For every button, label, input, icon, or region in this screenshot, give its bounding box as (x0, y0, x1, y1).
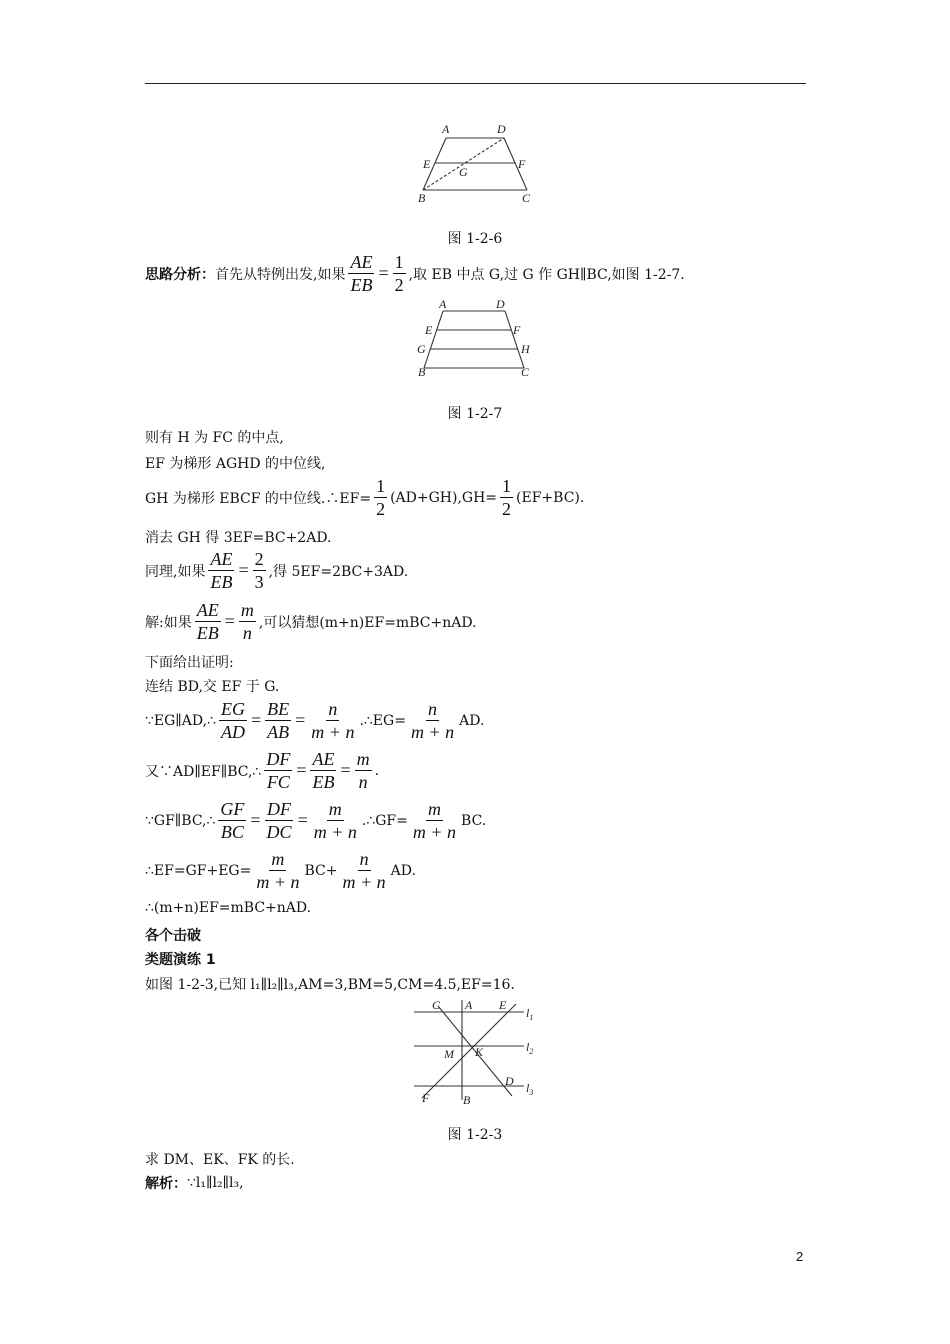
text-line: 解:如果 $\frac{AE}{EB}$ = $\frac{m}{n}$ ,可以猜想(m+n)EF=mBC+nAD. (145, 600, 477, 643)
label-H: H (521, 342, 530, 356)
label-D: D (497, 122, 506, 136)
label-F: F (422, 1091, 430, 1105)
page-number: 2 (796, 1249, 804, 1264)
fraction: $\frac{n}{m + n}$ (342, 849, 386, 892)
label-l2: $l_2$ (526, 1040, 534, 1056)
fraction: $\frac{m}{m + n}$ (256, 849, 300, 892)
label-G: G (459, 165, 468, 179)
figure-caption: 图 1-2-7 (447, 406, 503, 422)
label-l1: $l_1$ (526, 1006, 534, 1022)
fraction: $\frac{2}{3}$ (254, 549, 264, 592)
fraction: $\frac{AE}{EB}$ (350, 252, 373, 295)
fraction: $\frac{DF}{FC}$ (266, 749, 291, 792)
label-E: E (423, 157, 431, 171)
label-F: F (513, 323, 521, 337)
label-C: C (432, 998, 441, 1012)
text-line: 求 DM、EK、FK 的长. (145, 1152, 295, 1168)
label-K: K (475, 1045, 484, 1059)
label-B: B (463, 1093, 471, 1107)
figure-1-2-3 (408, 996, 548, 1108)
label-A: A (465, 998, 473, 1012)
text-line: 又∵AD∥EF∥BC,∴ $\frac{DF}{FC}$ = $\frac{AE}{EB}$ = $\frac{m}{n}$ . (145, 749, 380, 792)
label-A: A (439, 297, 447, 311)
figure-1-2-7 (410, 296, 540, 384)
label-B: B (418, 191, 426, 205)
label-D: D (505, 1074, 514, 1088)
section-heading: 各个击破 (145, 928, 201, 944)
fraction: $\frac{n}{m + n}$ (311, 699, 355, 742)
fraction: $\frac{1}{2}$ (376, 476, 386, 519)
text-line: 则有 H 为 FC 的中点, (145, 430, 284, 446)
fraction: $\frac{AE}{EB}$ (196, 600, 219, 643)
text-line: ∴EF=GF+EG= $\frac{m}{m + n}$ BC+ $\frac{n}{m + n}$ AD. (145, 849, 416, 892)
text-line: 下面给出证明: (145, 655, 234, 671)
label-B: B (418, 365, 426, 379)
label-C: C (522, 191, 531, 205)
label-l3: $l_3$ (526, 1081, 534, 1097)
label-E: E (425, 323, 433, 337)
fraction: $\frac{1}{2}$ (502, 476, 512, 519)
text-line: 解析： ∵l₁∥l₂∥l₃, (145, 1175, 244, 1192)
fraction: $\frac{DF}{DC}$ (266, 799, 292, 842)
figure-caption: 图 1-2-6 (447, 231, 503, 247)
figure-1-2-6 (410, 118, 540, 210)
fraction: $\frac{m}{m + n}$ (412, 799, 457, 842)
fraction: $\frac{AE}{EB}$ (210, 549, 233, 592)
label-A: A (442, 122, 450, 136)
analysis-heading: 思路分析： (145, 266, 215, 283)
fraction: $\frac{m}{m + n}$ (313, 799, 357, 842)
label-D: D (496, 297, 505, 311)
fraction: $\frac{AE}{EB}$ (312, 749, 335, 792)
fraction: $\frac{m}{n}$ (356, 749, 370, 792)
fraction: $\frac{m}{n}$ (240, 600, 254, 643)
text-line: 连结 BD,交 EF 于 G. (145, 679, 280, 695)
fraction: $\frac{1}{2}$ (394, 252, 404, 295)
label-G: G (417, 342, 426, 356)
text-line: ∴(m+n)EF=mBC+nAD. (145, 900, 312, 916)
fraction: $\frac{EG}{AD}$ (220, 699, 245, 742)
figure-caption: 图 1-2-3 (447, 1127, 503, 1143)
text: ,取 EB 中点 G,过 G 作 GH∥BC,如图 1-2-7. (408, 266, 685, 283)
text: 首先从特例出发,如果 (215, 266, 346, 283)
text-line: 同理,如果 $\frac{AE}{EB}$ = $\frac{2}{3}$ ,得 5EF=2BC+3AD. (145, 549, 409, 592)
fraction: $\frac{BE}{AB}$ (267, 699, 290, 742)
analysis-line: 思路分析： 首先从特例出发,如果 $\frac{AE}{EB}$ = $\frac{1}{2}$ ,取 EB 中点 G,过 G 作 GH∥BC,如图 1-2-7. (145, 252, 685, 295)
label-M: M (444, 1047, 454, 1061)
text-line: 如图 1-2-3,已知 l₁∥l₂∥l₃,AM=3,BM=5,CM=4.5,EF=16. (145, 977, 515, 993)
text-line: ∵EG∥AD,∴ $\frac{EG}{AD}$ = $\frac{BE}{AB}$ = $\frac{n}{m + n}$ .∴EG= $\frac{n}{m + n}$ AD. (145, 699, 485, 742)
label-E: E (499, 998, 507, 1012)
header-rule (145, 83, 806, 84)
fraction: $\frac{GF}{BC}$ (220, 799, 245, 842)
text-line: 消去 GH 得 3EF=BC+2AD. (145, 530, 332, 546)
analysis-heading: 解析： (145, 1176, 187, 1192)
section-heading: 类题演练 1 (145, 952, 216, 968)
text-line: EF 为梯形 AGHD 的中位线, (145, 456, 326, 472)
label-F: F (518, 157, 526, 171)
label-C: C (521, 365, 530, 379)
fraction: $\frac{n}{m + n}$ (410, 699, 455, 742)
text-line: GH 为梯形 EBCF 的中位线.∴EF= $\frac{1}{2}$ (AD+GH),GH= $\frac{1}{2}$ (EF+BC). (145, 476, 585, 519)
text-line: ∵GF∥BC,∴ $\frac{GF}{BC}$ = $\frac{DF}{DC}$ = $\frac{m}{m + n}$ .∴GF= $\frac{m}{m + n}$ BC. (145, 799, 487, 842)
